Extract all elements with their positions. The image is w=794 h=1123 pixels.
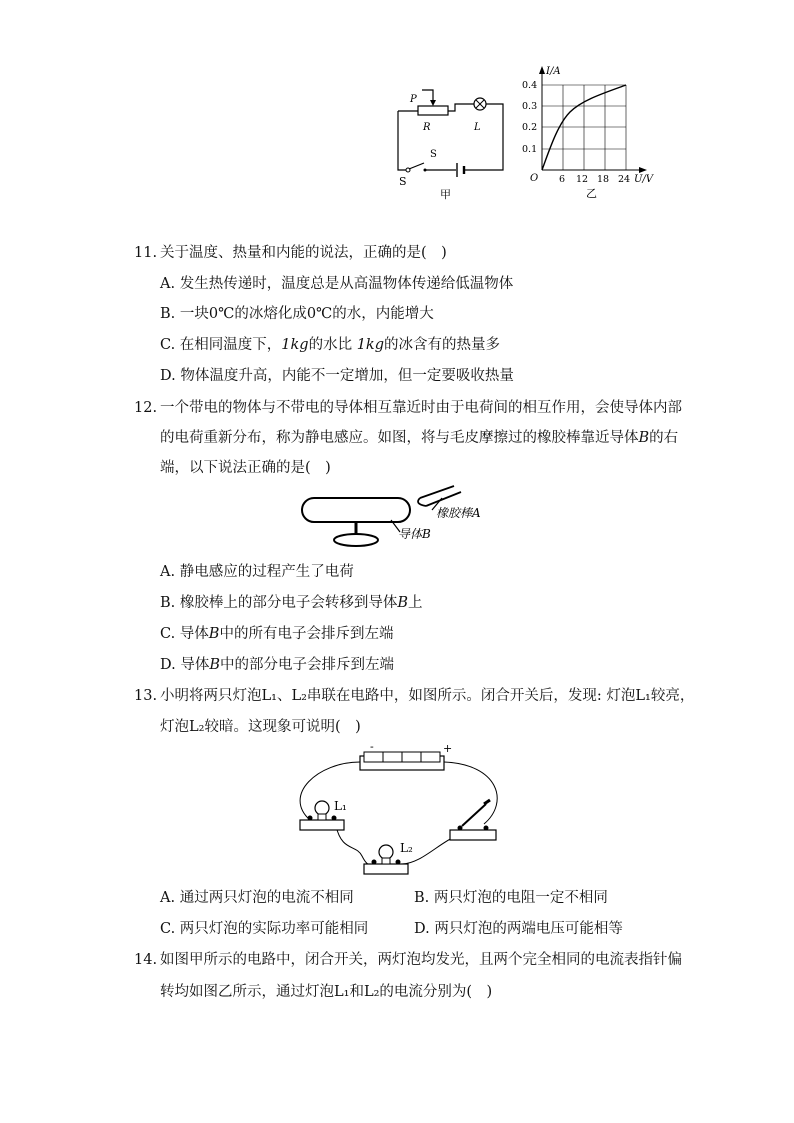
q11-c-pre: C. 在相同温度下，	[160, 337, 282, 353]
q11-c-kg1: 1kg	[281, 337, 309, 353]
xtick-12: 12	[576, 174, 589, 185]
q12-option-c[interactable]: C. 导体B中的所有电子会排斥到左端	[160, 626, 394, 642]
conductor-b-shape	[302, 498, 410, 522]
series-circuit-figure	[288, 740, 506, 880]
ytick-01: 0.1	[522, 144, 538, 155]
knife-switch-shape	[450, 800, 496, 840]
q13-number: 13.	[134, 688, 158, 704]
q12-line2: 的电荷重新分布，称为静电感应。如图，将与毛皮摩擦过的橡胶棒靠近导体B的右	[160, 430, 679, 446]
ytick-04: 0.4	[522, 80, 538, 91]
caption-yi: 乙	[586, 187, 597, 200]
label-l2: L₂	[400, 841, 413, 855]
xtick-6: 6	[559, 174, 566, 185]
iu-graph-yi	[520, 62, 660, 202]
q11-option-a[interactable]: A. 发生热传递时，温度总是从高温物体传递给低温物体	[160, 276, 514, 292]
q12-option-a[interactable]: A. 静电感应的过程产生了电荷	[160, 564, 354, 580]
q11-number: 11.	[134, 245, 158, 261]
label-conductor-b: 导体B	[398, 527, 431, 541]
q11-c-mid: 的水比	[308, 337, 353, 353]
battery-minus: -	[370, 740, 374, 753]
q14-line1: 如图甲所示的电路中，闭合开关，两灯泡均发光，且两个完全相同的电流表指针偏	[160, 952, 682, 968]
q14-number: 14.	[134, 952, 158, 968]
q11-stem: 关于温度、热量和内能的说法，正确的是( )	[160, 245, 447, 261]
xlabel: U/V	[634, 174, 654, 185]
q11-c-post: 的冰含有的热量多	[384, 337, 500, 353]
q13-option-b[interactable]: B. 两只灯泡的电阻一定不相同	[414, 890, 608, 906]
label-rod-a: 橡胶棒A	[436, 506, 481, 520]
q13-option-d[interactable]: D. 两只灯泡的两端电压可能相等	[414, 921, 623, 937]
q14-line2: 转均如图乙所示，通过灯泡L₁和L₂的电流分别为( )	[160, 984, 493, 1000]
q11-option-d[interactable]: D. 物体温度升高，内能不一定增加，但一定要吸收热量	[160, 368, 514, 384]
q12-var-b: B	[638, 430, 650, 446]
label-s-upper: S	[430, 149, 437, 160]
induction-figure	[296, 484, 506, 554]
xtick-24: 24	[618, 174, 631, 185]
q12-number: 12.	[134, 400, 158, 416]
q11-option-c[interactable]	[160, 335, 500, 355]
q13-option-a[interactable]: A. 通过两只灯泡的电流不相同	[160, 890, 354, 906]
origin-label: O	[530, 173, 539, 184]
ytick-02: 0.2	[522, 122, 538, 133]
q11-option-b[interactable]: B. 一块0℃的冰熔化成0℃的水，内能增大	[160, 306, 434, 322]
q11-c-kg2: 1kg	[356, 337, 384, 353]
label-l: L	[474, 122, 481, 133]
label-s-lower: S	[399, 175, 407, 188]
caption-jia: 甲	[440, 188, 451, 201]
battery-pack	[360, 752, 444, 770]
label-p: P	[410, 94, 417, 105]
label-l1: L₁	[334, 799, 347, 813]
q12-option-d[interactable]: D. 导体B中的部分电子会排斥到左端	[160, 657, 394, 673]
label-r: R	[423, 122, 431, 133]
q13-line2: 灯泡L₂较暗。这现象可说明( )	[160, 719, 361, 735]
ytick-03: 0.3	[522, 101, 538, 112]
q13-option-c[interactable]: C. 两只灯泡的实际功率可能相同	[160, 921, 369, 937]
battery-plus: +	[443, 742, 453, 755]
q13-line1: 小明将两只灯泡L₁、L₂串联在电路中，如图所示。闭合开关后，发现: 灯泡L₁较亮，	[160, 688, 695, 704]
xtick-18: 18	[597, 174, 610, 185]
q12-option-b[interactable]: B. 橡胶棒上的部分电子会转移到导体B上	[160, 595, 423, 611]
q12-line3: 端，以下说法正确的是( )	[160, 460, 331, 476]
q12-line1: 一个带电的物体与不带电的导体相互靠近时由于电荷间的相互作用，会使导体内部	[160, 400, 682, 416]
rubber-rod-shape	[418, 486, 461, 506]
ylabel: I/A	[546, 66, 561, 77]
circuit-diagram-jia	[390, 80, 515, 205]
